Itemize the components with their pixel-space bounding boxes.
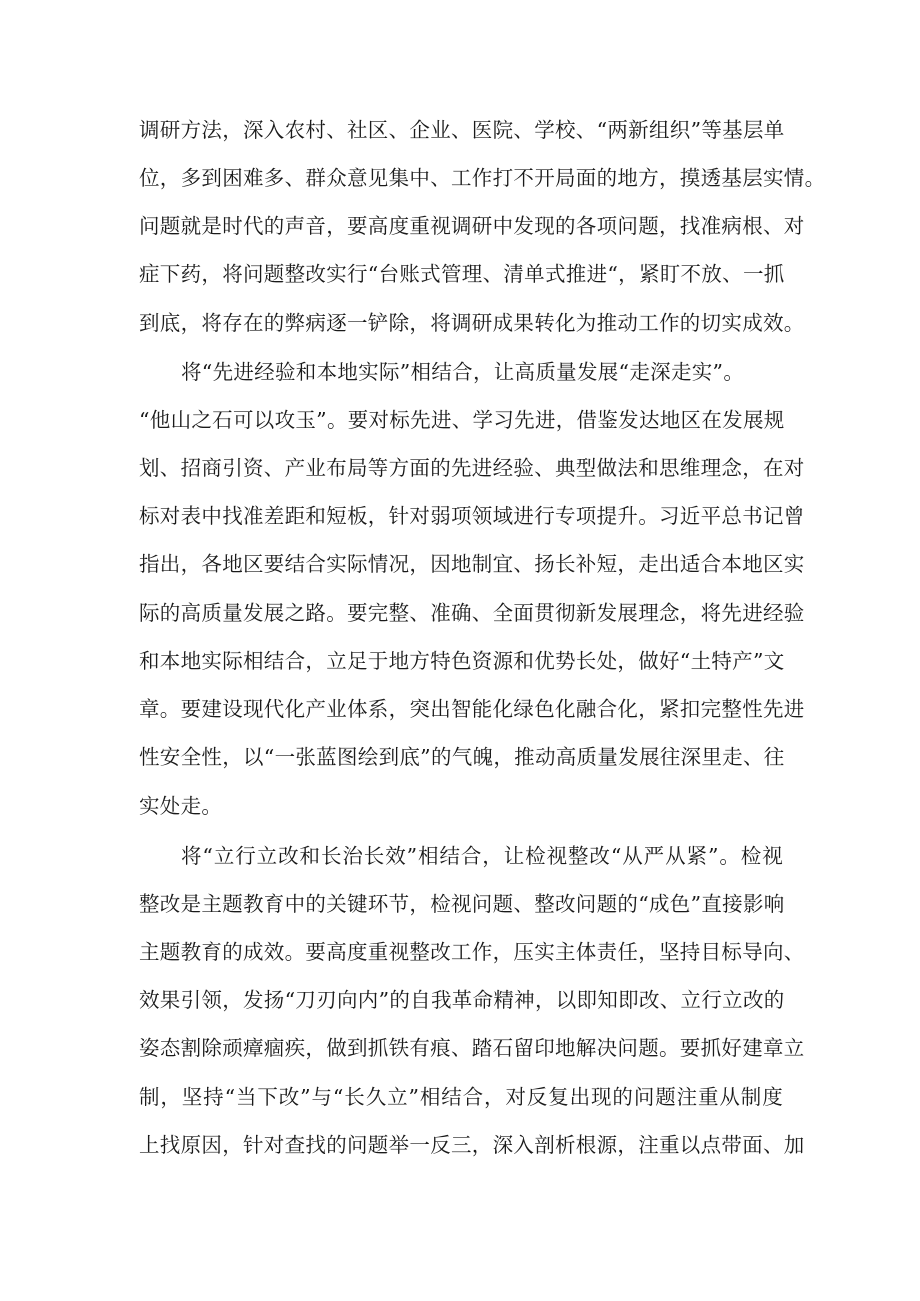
text-line: 将“立行立改和长治长效”相结合，让检视整改“从严从紧”。检视 bbox=[181, 844, 783, 868]
text-line: 将“先进经验和本地实际”相结合，让高质量发展“走深走实”。 bbox=[181, 360, 745, 384]
text-line: 问题就是时代的声音，要高度重视调研中发现的各项问题，找准病根、对 bbox=[139, 214, 805, 238]
text-line: 症下药，将问题整改实行“台账式管理、清单式推进“，紧盯不放、一抓 bbox=[139, 262, 785, 286]
text-line: 到底，将存在的弊病逐一铲除，将调研成果转化为推动工作的切实成效。 bbox=[139, 311, 805, 335]
text-line: 性安全性，以“一张蓝图绘到底”的气魄，推动高质量发展往深里走、往 bbox=[139, 745, 785, 769]
text-line: 标对表中找准差距和短板，针对弱项领域进行专项提升。习近平总书记曾 bbox=[139, 504, 805, 528]
text-line: 指出，各地区要结合实际情况，因地制宜、扬长补短，走出适合本地区实 bbox=[139, 552, 805, 576]
text-line: 调研方法，深入农村、社区、企业、医院、学校、“两新组织”等基层单 bbox=[139, 118, 785, 142]
text-line: 实处走。 bbox=[139, 794, 223, 818]
text-line: 和本地实际相结合，立足于地方特色资源和优势长处，做好“土特产”文 bbox=[139, 649, 785, 673]
text-line: 整改是主题教育中的关键环节，检视问题、整改问题的“成色”直接影响 bbox=[139, 892, 785, 916]
text-line: 效果引领，发扬“刀刃向内”的自我革命精神，以即知即改、立行立改的 bbox=[139, 988, 785, 1012]
text-line: 章。要建设现代化产业体系，突出智能化绿色化融合化，紧扣完整性先进 bbox=[139, 697, 805, 721]
text-line: 位，多到困难多、群众意见集中、工作打不开局面的地方，摸透基层实情。 bbox=[139, 166, 826, 190]
text-line: “他山之石可以攻玉”。要对标先进、学习先进，借鉴发达地区在发展规 bbox=[139, 408, 785, 432]
text-line: 际的高质量发展之路。要完整、准确、全面贯彻新发展理念，将先进经验 bbox=[139, 601, 805, 625]
text-line: 制，坚持“当下改”与“长久立”相结合，对反复出现的问题注重从制度 bbox=[139, 1085, 783, 1109]
text-line: 划、招商引资、产业布局等方面的先进经验、典型做法和思维理念，在对 bbox=[139, 456, 805, 480]
text-line: 姿态割除顽瘴痼疾，做到抓铁有痕、踏石留印地解决问题。要抓好建章立 bbox=[139, 1036, 805, 1060]
text-line: 上找原因，针对查找的问题举一反三，深入剖析根源，注重以点带面、加 bbox=[139, 1133, 805, 1157]
text-line: 主题教育的成效。要高度重视整改工作，压实主体责任，坚持目标导向、 bbox=[139, 940, 805, 964]
